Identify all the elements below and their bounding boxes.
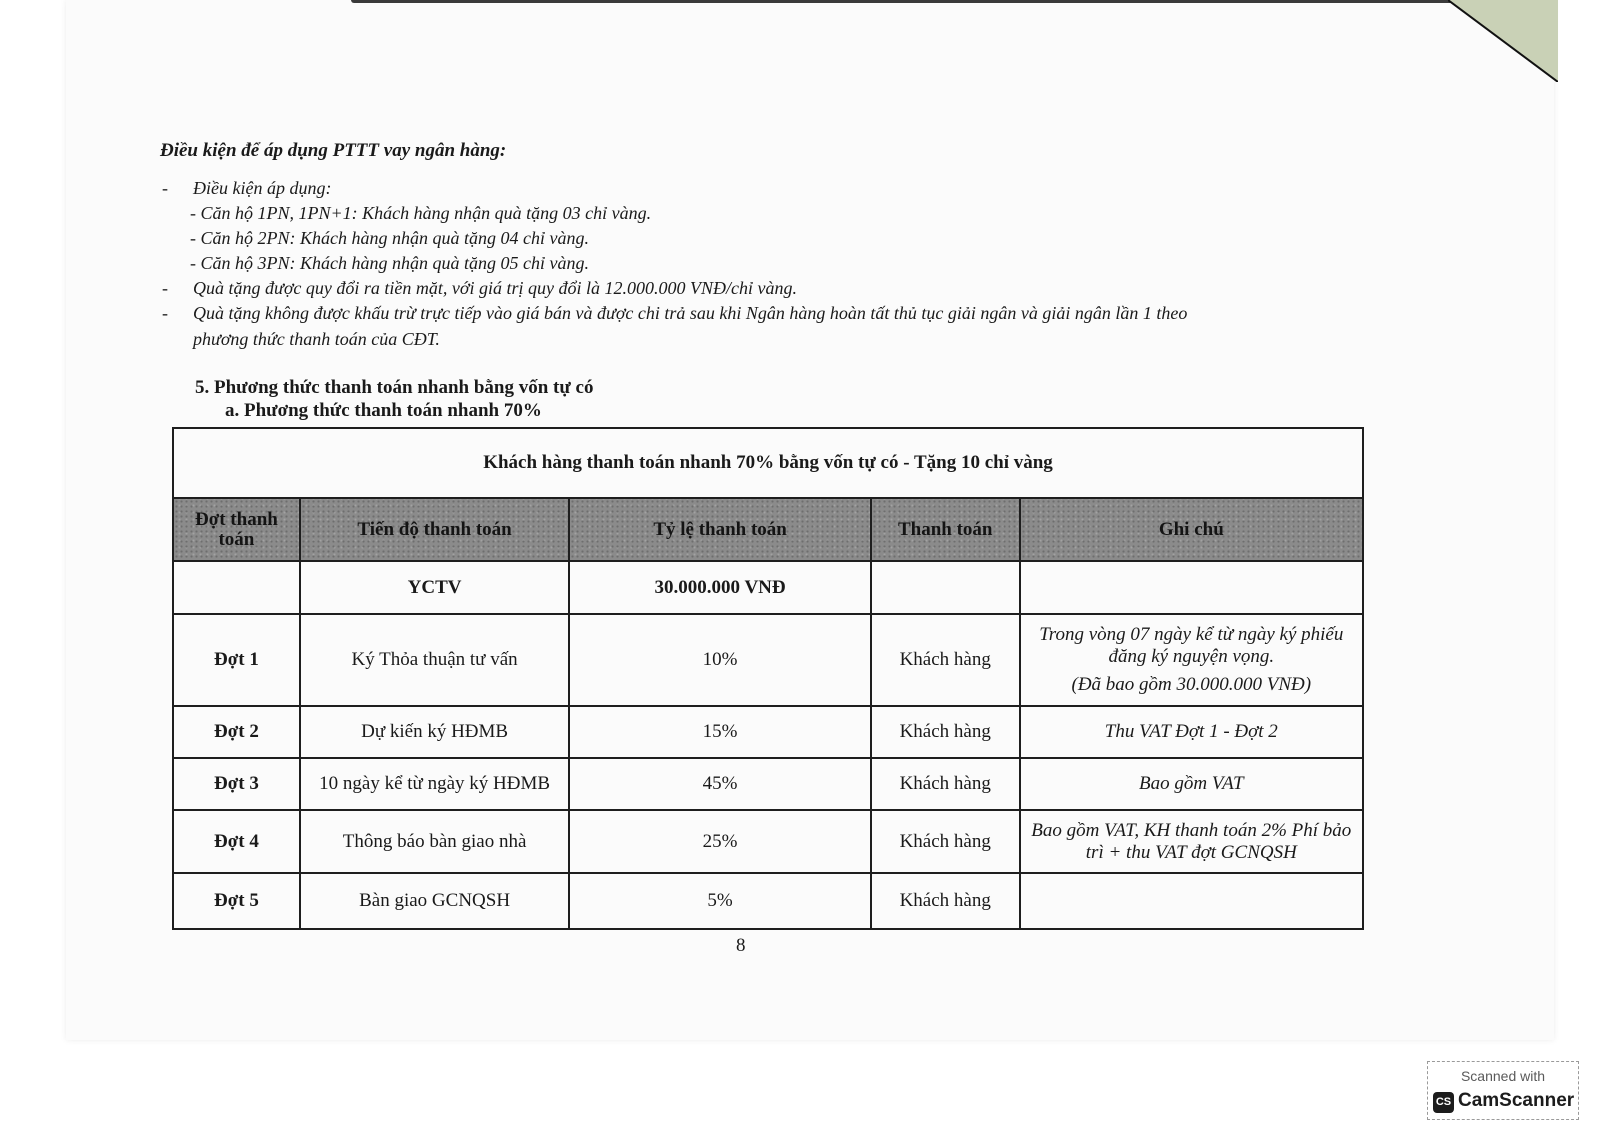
cell-phase: Đợt 1	[173, 614, 300, 706]
header-phase: Đợt thanh toán	[173, 498, 300, 561]
note-text-extra: (Đã bao gồm 30.000.000 VNĐ)	[1071, 674, 1312, 695]
cell-payer: Khách hàng	[871, 706, 1020, 758]
header-progress: Tiến độ thanh toán	[300, 498, 570, 561]
cell-note	[1020, 561, 1363, 614]
cell-note	[1020, 614, 1363, 706]
cell-progress: Ký Thỏa thuận tư vấn	[300, 614, 570, 706]
watermark-brand: CamScanner	[1458, 1090, 1575, 1111]
cell-progress: Thông báo bàn giao nhà	[300, 810, 570, 873]
payment-schedule-table	[172, 427, 1364, 930]
note-text: Trong vòng 07 ngày kể từ ngày ký phiếu đăng ký nguyện vọng.	[1039, 624, 1344, 667]
section-subheading: a. Phương thức thanh toán nhanh 70%	[225, 400, 542, 421]
page-number: 8	[736, 935, 746, 956]
scan-edge-shadow	[351, 0, 1541, 3]
condition-bullet-3: Quà tặng không được khấu trừ trực tiếp vào giá bán và được chi trả sau khi Ngân hàng hoàn tất thủ tục giải ngân và giải ngân lần 1 theo	[193, 303, 1188, 323]
condition-bullet-1: Điều kiện áp dụng:	[193, 178, 332, 198]
table-row	[173, 614, 1363, 706]
table-title: Khách hàng thanh toán nhanh 70% bằng vốn tự có - Tặng 10 chỉ vàng	[173, 428, 1363, 498]
section-heading: 5. Phương thức thanh toán nhanh bằng vốn tự có	[195, 377, 594, 398]
cell-rate: 15%	[569, 706, 870, 758]
cell-payer: Khách hàng	[871, 810, 1020, 873]
cell-note: Bao gồm VAT, KH thanh toán 2% Phí bảo trì + thu VAT đợt GCNQSH	[1020, 810, 1363, 873]
table-row	[173, 561, 1363, 614]
header-note: Ghi chú	[1020, 498, 1363, 561]
condition-sub-3: - Căn hộ 3PN: Khách hàng nhận quà tặng 05 chỉ vàng.	[190, 253, 589, 273]
cell-phase: Đợt 2	[173, 706, 300, 758]
cell-rate: 45%	[569, 758, 870, 810]
condition-sub-2: - Căn hộ 2PN: Khách hàng nhận quà tặng 04 chỉ vàng.	[190, 228, 589, 248]
cell-payer: Khách hàng	[871, 873, 1020, 929]
watermark-caption: Scanned with	[1460, 1068, 1546, 1084]
cell-phase: Đợt 5	[173, 873, 300, 929]
page-corner-fold	[1448, 0, 1558, 82]
cell-payer: Khách hàng	[871, 614, 1020, 706]
header-rate: Tỷ lệ thanh toán	[569, 498, 870, 561]
condition-sub-1: - Căn hộ 1PN, 1PN+1: Khách hàng nhận quà tặng 03 chỉ vàng.	[190, 203, 652, 223]
cell-payer: Khách hàng	[871, 758, 1020, 810]
conditions-title: Điều kiện để áp dụng PTTT vay ngân hàng:	[160, 140, 507, 161]
table-row	[173, 758, 1363, 810]
table-title-row	[173, 428, 1363, 498]
table-header-row	[173, 498, 1363, 561]
cell-phase: Đợt 3	[173, 758, 300, 810]
cell-rate: 10%	[569, 614, 870, 706]
condition-bullet-2: Quà tặng được quy đổi ra tiền mặt, với giá trị quy đổi là 12.000.000 VNĐ/chỉ vàng.	[193, 278, 797, 298]
bullet-dash: -	[162, 303, 168, 323]
table-row	[173, 873, 1363, 929]
table-row	[173, 810, 1363, 873]
cell-phase	[173, 561, 300, 614]
cell-rate: 5%	[569, 873, 870, 929]
cell-progress: Dự kiến ký HĐMB	[300, 706, 570, 758]
cell-rate: 30.000.000 VNĐ	[569, 561, 870, 614]
bullet-dash: -	[162, 178, 168, 198]
camscanner-logo-icon: CS	[1433, 1092, 1454, 1113]
cell-progress: 10 ngày kể từ ngày ký HĐMB	[300, 758, 570, 810]
cell-rate: 25%	[569, 810, 870, 873]
camscanner-watermark	[1427, 1061, 1579, 1120]
cell-payer	[871, 561, 1020, 614]
cell-note: Thu VAT Đợt 1 - Đợt 2	[1020, 706, 1363, 758]
header-payer: Thanh toán	[871, 498, 1020, 561]
cell-phase: Đợt 4	[173, 810, 300, 873]
condition-bullet-3-cont: phương thức thanh toán của CĐT.	[193, 329, 440, 349]
bullet-dash: -	[162, 278, 168, 298]
cell-note	[1020, 873, 1363, 929]
cell-note: Bao gồm VAT	[1020, 758, 1363, 810]
table-row	[173, 706, 1363, 758]
cell-progress: Bàn giao GCNQSH	[300, 873, 570, 929]
cell-progress: YCTV	[300, 561, 570, 614]
